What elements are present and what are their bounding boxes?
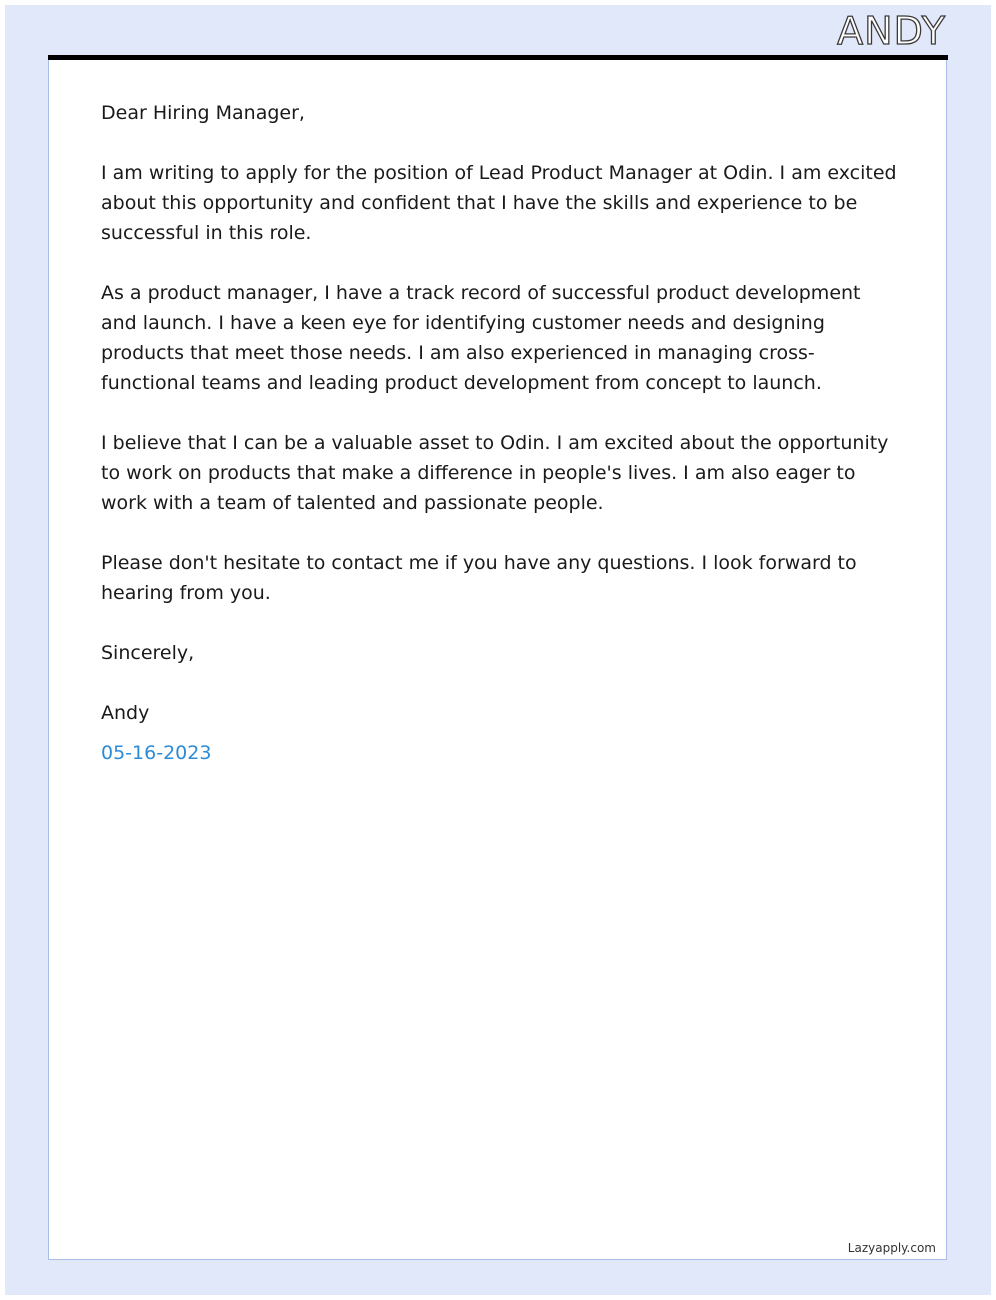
paragraph-experience: As a product manager, I have a track record of successful product development and launch. I have a keen eye for identifying customer needs and designing products that meet those needs. I am also experienced in managing cross-functional teams and leading product development from concept to launch. [101, 282, 861, 394]
header-name: ANDY [837, 9, 946, 53]
signature-name: Andy [101, 702, 150, 724]
footer-brand: Lazyapply.com [847, 1241, 936, 1255]
paragraph-value: I believe that I can be a valuable asset to Odin. I am excited about the opportunity to work on products that make a difference in people's lives. I am also eager to work with a team of talented and passionate people. [101, 432, 889, 514]
paragraph-contact: Please don't hesitate to contact me if you have any questions. I look forward to hearing from you. [101, 552, 857, 604]
letter-body [101, 98, 901, 768]
letter-page [48, 60, 947, 1260]
closing: Sincerely, [101, 642, 195, 664]
salutation: Dear Hiring Manager, [101, 102, 305, 124]
paragraph-intro: I am writing to apply for the position of Lead Product Manager at Odin. I am excited about this opportunity and confident that I have the skills and experience to be successful in this role. [101, 162, 897, 244]
letter-date: 05-16-2023 [101, 742, 212, 764]
